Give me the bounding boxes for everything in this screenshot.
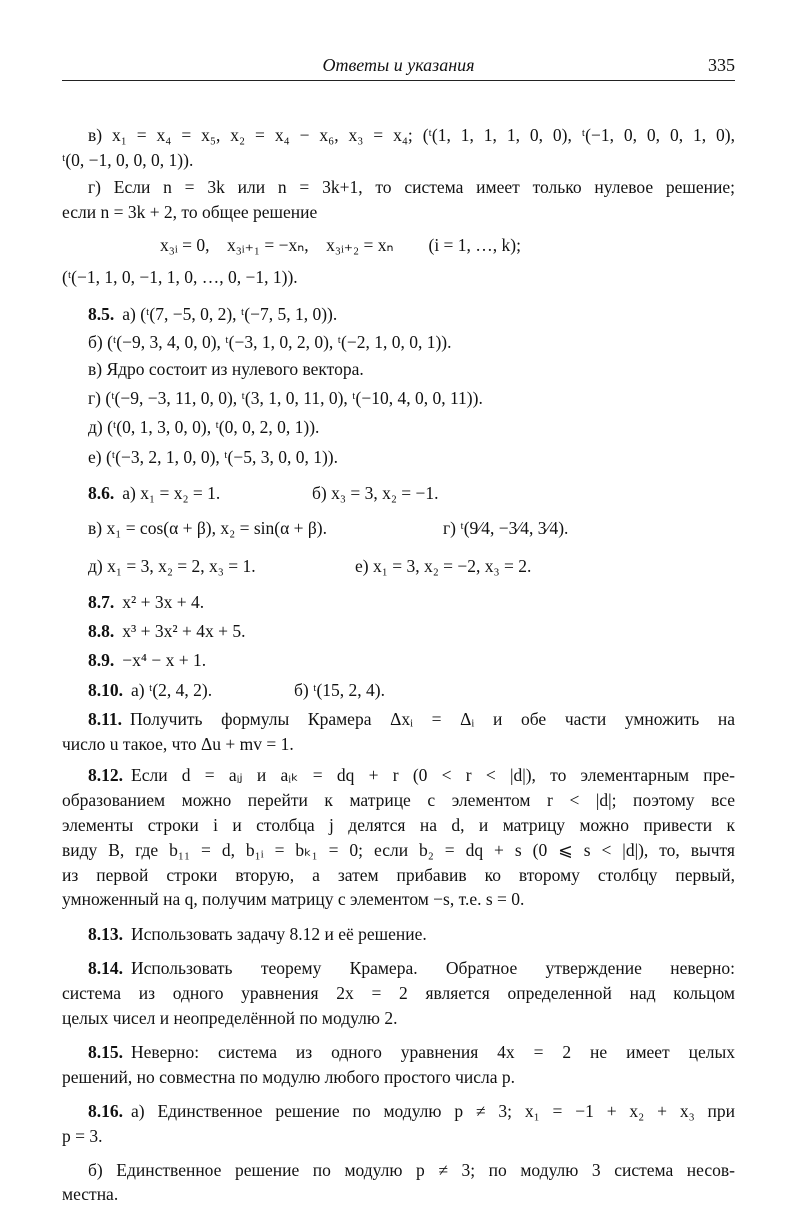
problem-number: 8.15. [88,1042,123,1062]
problem-answer-line [88,302,735,326]
text-line [62,1182,735,1206]
running-header-title: Ответы и указания [322,55,475,75]
text-line [160,233,735,257]
text-line [62,838,735,862]
line-text: в) Ядро состоит из нулевого вектора. [88,359,364,379]
text-line [88,554,735,578]
problem-number: 8.13. [88,924,123,944]
line-text: умноженный на q, получим матрицу с элементом −s, т.е. s = 0. [62,889,525,909]
line-text: в) x₁ = cos(α + β), x₂ = sin(α + β). [88,518,327,538]
text-line [88,386,735,410]
text-line [62,1124,735,1148]
line-text: а) x₁ = x₂ = 1. [122,483,221,503]
text-line [88,445,735,469]
problem-number: 8.9. [88,650,115,670]
line-text: Если d = aᵢⱼ и aᵢₖ = dq + r (0 < r < |d|), то элементарным пре- [131,765,735,785]
problem-number: 8.8. [88,621,115,641]
text-line [88,330,735,354]
line-text: ᵗ(0, −1, 0, 0, 0, 1)). [62,150,194,170]
line-text: x₃ᵢ = 0, x₃ᵢ₊₁ = −xₙ, x₃ᵢ₊₂ = xₙ (i = 1, …, k); [160,235,521,255]
line-text: е) (ᵗ(−3, 2, 1, 0, 0), ᵗ(−5, 3, 0, 0, 1)). [88,447,338,467]
line-text: решений, но совместна по модулю любого простого числа p. [62,1067,516,1087]
line-text: p = 3. [62,1126,103,1146]
text-line [88,123,735,147]
line-text: а) Единственное решение по модулю p ≠ 3; x₁ = −1 + x₂ + x₃ при [131,1101,735,1121]
text-line [88,1158,735,1182]
line-text: в) x₁ = x₄ = x₅, x₂ = x₄ − x₆, x₃ = x₄; (ᵗ(1, 1, 1, 1, 0, 0), ᵗ(−1, 0, 0, 0, 1, 0), [88,125,735,145]
line-text: местна. [62,1184,119,1204]
text-line [62,1006,735,1030]
problem-number: 8.11. [88,709,123,729]
line-text: Неверно: система из одного уравнения 4x = 2 не имеет целых [131,1042,735,1062]
line-text: г) (ᵗ(−9, −3, 11, 0, 0), ᵗ(3, 1, 0, 11, 0), ᵗ(−10, 4, 0, 0, 11)). [88,388,483,408]
problem-answer-line [88,1040,735,1064]
text-line [62,813,735,837]
text-line [62,788,735,812]
line-text: а) (ᵗ(7, −5, 0, 2), ᵗ(−7, 5, 1, 0)). [122,304,338,324]
text-line [88,357,735,381]
line-text: −x⁴ − x + 1. [122,650,207,670]
line-text: образованием можно перейти к матрице с элементом r < |d|; поэтому все [62,790,735,810]
line-text: целых чисел и неопределённой по модулю 2. [62,1008,398,1028]
line-text: элементы строки i и столбца j делятся на d, и матрицу можно привести к [62,815,735,835]
line-text: б) Единственное решение по модулю p ≠ 3; по модулю 3 система несов- [88,1160,735,1180]
text-line [62,732,735,756]
line-text: д) (ᵗ(0, 1, 3, 0, 0), ᵗ(0, 0, 2, 0, 1)). [88,417,320,437]
problem-answer-line [88,619,735,643]
text-line [62,148,735,172]
line-text: виду B, где b₁₁ = d, b₁ᵢ = bₖ₁ = 0; если b₂ = dq + s (0 ⩽ s < |d|), то, вычтя [62,840,735,860]
problem-answer-line [88,763,735,787]
problem-answer-line [88,707,735,731]
text-line [62,981,735,1005]
text-line [62,265,735,289]
problem-number: 8.12. [88,765,123,785]
problem-answer-line [88,481,735,505]
problem-answer-line [88,648,735,672]
line-text: если n = 3k + 2, то общее решение [62,202,318,222]
problem-answer-line [88,678,735,702]
problem-number: 8.6. [88,483,115,503]
problem-answer-line [88,922,735,946]
line-text: а) ᵗ(2, 4, 2). [131,680,213,700]
line-text: x² + 3x + 4. [122,592,205,612]
line-text: д) x₁ = 3, x₂ = 2, x₃ = 1. [88,556,256,576]
text-line [62,863,735,887]
line-text: Получить формулы Крамера Δxᵢ = Δᵢ и обе части умножить на [130,709,735,729]
line-text: г) Если n = 3k или n = 3k+1, то система имеет только нулевое решение; [88,177,735,197]
text-line [88,516,735,540]
text-line [62,1065,735,1089]
text-line [62,887,735,911]
line-text: из первой строки вторую, а затем прибавив ко второму столбцу первый, [62,865,735,885]
header-rule [62,80,735,81]
text-line [62,200,735,224]
text-line [88,175,735,199]
problem-answer-line [88,590,735,614]
line-text: (ᵗ(−1, 1, 0, −1, 1, 0, …, 0, −1, 1)). [62,267,298,287]
line-second-column: б) x₃ = 3, x₂ = −1. [312,483,439,503]
line-text: Использовать теорему Крамера. Обратное утверждение неверно: [131,958,735,978]
line-text: число u такое, что Δu + mv = 1. [62,734,294,754]
problem-answer-line [88,1099,735,1123]
line-second-column: б) ᵗ(15, 2, 4). [294,680,385,700]
line-text: система из одного уравнения 2x = 2 является определенной над кольцом [62,983,735,1003]
text-line [88,415,735,439]
line-second-column: е) x₁ = 3, x₂ = −2, x₃ = 2. [355,556,532,576]
page-number: 335 [708,55,735,75]
line-second-column: г) ᵗ(9⁄4, −3⁄4, 3⁄4). [443,518,569,538]
line-text: Использовать задачу 8.12 и её решение. [131,924,427,944]
problem-number: 8.5. [88,304,115,324]
line-text: x³ + 3x² + 4x + 5. [122,621,246,641]
line-text: б) (ᵗ(−9, 3, 4, 0, 0), ᵗ(−3, 1, 0, 2, 0), ᵗ(−2, 1, 0, 0, 1)). [88,332,452,352]
problem-number: 8.7. [88,592,115,612]
problem-number: 8.16. [88,1101,123,1121]
problem-number: 8.10. [88,680,123,700]
problem-number: 8.14. [88,958,123,978]
problem-answer-line [88,956,735,980]
